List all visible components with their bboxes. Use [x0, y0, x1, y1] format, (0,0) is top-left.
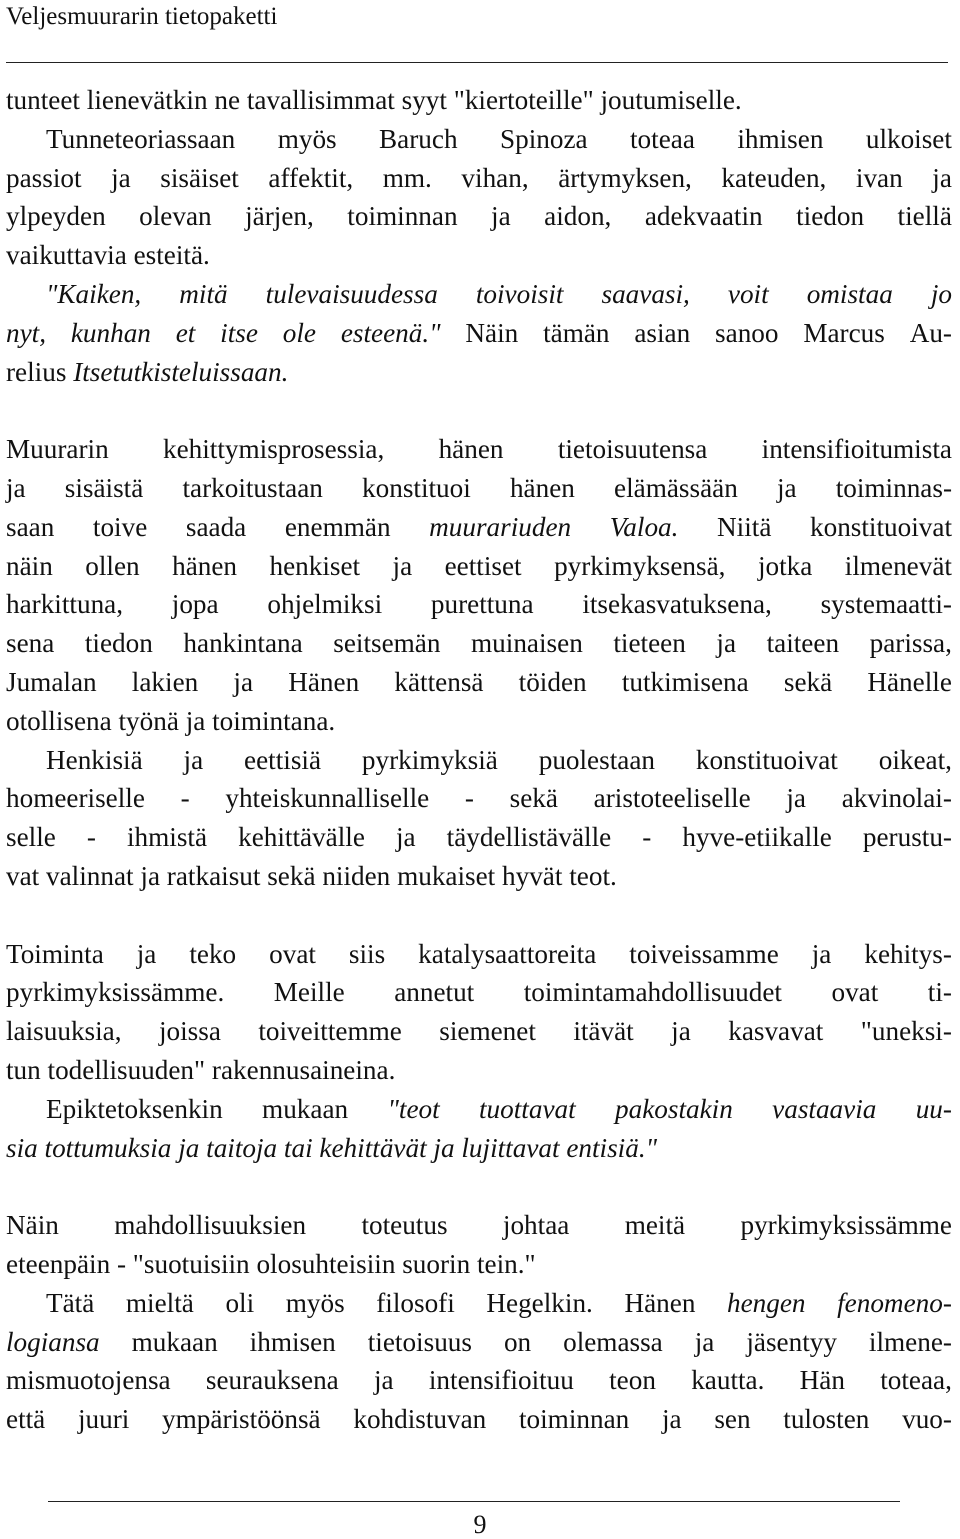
text-word: toiveittemme	[258, 1016, 402, 1047]
text-word: täydellistävälle	[446, 822, 612, 853]
text-word: mieltä	[125, 1287, 194, 1318]
text-word: joissa	[158, 1016, 221, 1047]
text-word: purettuna	[430, 589, 534, 620]
text-line	[6, 1245, 952, 1284]
text-word: jotka	[757, 550, 813, 581]
italic-text: pakostakin	[615, 1093, 733, 1124]
text-word: kehittävälle	[238, 822, 365, 853]
paragraph	[6, 275, 952, 391]
text-word: toteaa,	[880, 1365, 952, 1396]
text-word: mm.	[382, 162, 432, 193]
italic-text: itse	[220, 317, 258, 348]
text-line	[6, 236, 952, 275]
text-word: ylpeyden	[6, 201, 106, 232]
italic-text: muurariuden	[429, 511, 572, 542]
italic-text: et	[175, 317, 196, 348]
text-word: -	[464, 783, 474, 814]
text-line	[6, 663, 952, 702]
text-word: aidon,	[544, 201, 612, 232]
paragraph	[6, 741, 952, 896]
text-word: relius	[6, 356, 67, 387]
text-word: sekä	[509, 783, 558, 814]
text-word: Toiminta	[6, 938, 104, 969]
text-word: selle	[6, 822, 56, 853]
page-number: 9	[473, 1510, 487, 1539]
text-word: ihmisen	[249, 1326, 336, 1357]
text-word: vaikuttavia esteitä.	[6, 240, 210, 271]
text-word: systemaatti-	[820, 589, 952, 620]
paragraph	[6, 935, 952, 1090]
text-word: Spinoza	[499, 123, 588, 154]
text-word: puolestaan	[538, 744, 655, 775]
text-word: vihan,	[461, 162, 529, 193]
text-word: ja	[183, 744, 204, 775]
text-word: kautta.	[691, 1365, 765, 1396]
text-word: toteaa	[630, 123, 695, 154]
text-word: seurauksena	[205, 1365, 339, 1396]
text-line	[6, 81, 952, 120]
text-word: lakien	[131, 666, 199, 697]
text-word: Niitä	[717, 511, 772, 542]
text-word: ja	[374, 1365, 394, 1396]
text-word: teon	[609, 1365, 656, 1396]
text-word: ja	[716, 628, 737, 659]
text-word: sisäistä	[64, 472, 144, 503]
text-word: ja	[786, 783, 806, 814]
running-header-title: Veljesmuurarin tietopaketti	[6, 3, 278, 30]
text-word: toiminnas-	[835, 472, 952, 503]
text-word: annetut	[394, 977, 475, 1008]
text-word: parissa,	[869, 628, 952, 659]
italic-text: jo	[930, 279, 952, 309]
text-word: konstituoivat	[695, 744, 838, 775]
text-word: ihmistä	[126, 822, 208, 853]
text-line	[6, 430, 952, 469]
text-word: affektit,	[268, 162, 354, 193]
text-line	[6, 1361, 952, 1400]
text-word: sekä	[783, 666, 833, 697]
text-word: ja	[694, 1326, 715, 1357]
text-word: ti-	[927, 977, 952, 1008]
italic-text: Valoa.	[609, 511, 679, 542]
text-word: -	[642, 822, 652, 853]
text-word: töiden	[518, 666, 587, 697]
text-word: ulkoiset	[865, 123, 952, 154]
italic-text: tulevaisuudessa	[265, 279, 438, 309]
italic-text: mitä	[179, 279, 228, 309]
italic-text: "Kaiken,	[46, 279, 142, 309]
text-word: hankintana	[183, 628, 303, 659]
text-word: kateuden,	[721, 162, 827, 193]
text-word: pyrkimyksissämme	[740, 1210, 952, 1241]
italic-text: saavasi,	[601, 279, 690, 309]
text-line	[6, 624, 952, 663]
italic-text: esteenä."	[340, 317, 441, 348]
text-word: olevan	[139, 201, 212, 232]
text-word: itsekasvatuksena,	[582, 589, 772, 620]
text-word: tarkoitustaan	[182, 472, 323, 503]
text-word: meitä	[624, 1210, 686, 1241]
text-line	[6, 469, 952, 508]
text-word: Muurarin	[6, 434, 109, 465]
text-word: pyrkimyksiä	[361, 744, 498, 775]
text-word: että	[6, 1404, 46, 1435]
text-word: vat valinnat ja ratkaisut sekä niiden mukaiset hyvät teot.	[6, 860, 617, 891]
text-word: ollen	[85, 550, 140, 581]
text-word: sena	[6, 628, 55, 659]
text-word: ivan	[855, 162, 903, 193]
text-word: toimintamahdollisuudet	[523, 977, 782, 1008]
footer-divider	[48, 1501, 900, 1502]
text-word: eteenpäin - "suotuisiin olosuhteisiin suorin tein."	[6, 1248, 536, 1279]
italic-text: vastaavia	[772, 1093, 877, 1124]
text-word: ja	[392, 550, 413, 581]
text-word: tiellä	[897, 201, 952, 232]
text-word: näin	[6, 550, 53, 581]
text-word: juuri	[77, 1404, 130, 1435]
text-word: -	[180, 783, 190, 814]
text-word: ja	[395, 822, 416, 853]
text-word: eettiset	[444, 550, 522, 581]
text-line	[6, 702, 952, 741]
text-word: kohdistuvan	[353, 1404, 487, 1435]
text-word: muinaisen	[471, 628, 583, 659]
text-word: aristoteeliselle	[593, 783, 751, 814]
text-word: mahdollisuuksien	[114, 1210, 307, 1241]
text-line	[6, 120, 952, 159]
text-word: saada	[185, 511, 247, 542]
header-divider	[6, 62, 948, 63]
text-word: filosofi	[376, 1287, 455, 1318]
text-line	[6, 275, 952, 314]
italic-text: nyt,	[6, 317, 47, 348]
text-word: yhteiskunnalliselle	[225, 783, 430, 814]
text-word: otollisena työnä ja toimintana.	[6, 705, 336, 736]
text-word: tiedon	[796, 201, 865, 232]
text-word: akvinolai-	[841, 783, 952, 814]
text-word: katalysaattoreita	[418, 938, 597, 969]
text-word: -	[86, 822, 96, 853]
text-word: Marcus	[803, 317, 885, 348]
text-line	[6, 1129, 952, 1168]
text-word: Henkisiä	[46, 744, 143, 775]
text-word: sen	[714, 1404, 751, 1435]
text-word: laisuuksia,	[6, 1016, 122, 1047]
text-word: itävät	[573, 1016, 634, 1047]
text-line	[6, 935, 952, 974]
text-line	[6, 741, 952, 780]
text-line	[6, 1206, 952, 1245]
text-word: enemmän	[284, 511, 391, 542]
text-word: Tunneteoriassaan	[46, 123, 236, 154]
text-word: Hän	[799, 1365, 845, 1396]
text-word: ja	[233, 666, 254, 697]
text-word: ja	[932, 162, 952, 193]
text-word: olemassa	[563, 1326, 663, 1357]
text-word: adekvaatin	[644, 201, 763, 232]
paragraph	[6, 430, 952, 740]
text-word: tulosten	[783, 1404, 870, 1435]
text-line	[6, 159, 952, 198]
paragraph	[6, 1090, 952, 1168]
text-line	[6, 585, 952, 624]
text-word: ympäristöönsä	[162, 1404, 321, 1435]
text-word: ilmenevät	[844, 550, 952, 581]
italic-text: tuottavat	[479, 1093, 576, 1124]
text-word: johtaa	[502, 1210, 570, 1241]
text-word: tieteen	[613, 628, 686, 659]
text-word: ja	[111, 162, 131, 193]
text-word: asian	[634, 317, 691, 348]
italic-text: omistaa	[806, 279, 893, 309]
text-word: sisäiset	[160, 162, 239, 193]
text-word: ja	[136, 938, 157, 969]
text-line	[6, 1051, 952, 1090]
text-word: vuo-	[902, 1404, 952, 1435]
paragraph	[6, 120, 952, 275]
text-word: perustu-	[862, 822, 952, 853]
text-word: sanoo	[715, 317, 779, 348]
text-word: kasvavat	[728, 1016, 824, 1047]
italic-text: fenomeno-	[837, 1287, 952, 1318]
text-word: ihmisen	[737, 123, 824, 154]
text-word: jäsentyy	[746, 1326, 837, 1357]
text-word: mismuotojensa	[6, 1365, 171, 1396]
text-word: konstituoi	[362, 472, 471, 503]
text-word: mukaan	[131, 1326, 218, 1357]
text-line	[6, 1400, 952, 1439]
text-word: tietoisuus	[367, 1326, 472, 1357]
text-word: Tätä	[46, 1287, 95, 1318]
text-word: hyve-etiikalle	[682, 822, 832, 853]
text-word: intensifioituu	[428, 1365, 574, 1396]
text-word: Näin	[465, 317, 519, 348]
text-line	[6, 857, 952, 896]
text-line	[6, 1323, 952, 1362]
text-word: tutkimisena	[621, 666, 749, 697]
italic-text: ole	[282, 317, 316, 348]
text-word: kehittymisprosessia,	[163, 434, 385, 465]
text-word: Epiktetoksenkin	[46, 1093, 223, 1124]
text-word: Hänen	[288, 666, 360, 697]
text-word: homeeriselle	[6, 783, 145, 814]
text-word: kättensä	[394, 666, 484, 697]
italic-text: hengen	[727, 1287, 806, 1318]
text-word: konstituoivat	[810, 511, 952, 542]
text-word: toiminnan	[347, 201, 458, 232]
text-word: taiteen	[766, 628, 840, 659]
text-word: Baruch	[379, 123, 458, 154]
text-word: mukaan	[262, 1093, 349, 1124]
italic-text: logiansa	[6, 1326, 100, 1357]
text-word: toteutus	[361, 1210, 448, 1241]
text-line	[6, 1090, 952, 1129]
italic-text: kunhan	[70, 317, 151, 348]
text-word: ärtymyksen,	[558, 162, 692, 193]
text-word: Hänen	[624, 1287, 696, 1318]
text-word: intensifioitumista	[761, 434, 952, 465]
text-word: tietoisuutensa	[557, 434, 708, 465]
text-line	[6, 1012, 952, 1051]
text-word: myös	[277, 123, 337, 154]
text-word: tiedon	[84, 628, 153, 659]
text-word: ohjelmiksi	[267, 589, 383, 620]
text-word: saan	[6, 511, 55, 542]
text-word: tämän	[543, 317, 610, 348]
paragraph	[6, 1206, 952, 1284]
paragraph	[6, 1284, 952, 1439]
italic-text: uu-	[915, 1093, 952, 1124]
text-word: ja	[671, 1016, 691, 1047]
text-line	[6, 973, 952, 1012]
text-word: ovat	[831, 977, 879, 1008]
text-word: eettisiä	[244, 744, 322, 775]
text-line	[6, 818, 952, 857]
text-word: siis	[348, 938, 386, 969]
text-line	[6, 197, 952, 236]
text-line	[6, 547, 952, 586]
text-line	[6, 314, 952, 353]
text-word: pyrkimyksensä,	[554, 550, 726, 581]
text-word: "uneksi-	[860, 1016, 952, 1047]
text-word: harkittuna,	[6, 589, 124, 620]
paragraph	[6, 81, 952, 120]
text-line	[6, 353, 952, 392]
text-word: toive	[92, 511, 148, 542]
text-line	[6, 508, 952, 547]
text-word: teko	[189, 938, 237, 969]
text-line	[6, 779, 952, 818]
italic-text: sia tottumuksia ja taitoja tai kehittävät ja lujittavat entisiä."	[6, 1132, 658, 1163]
italic-text: voit	[727, 279, 769, 309]
text-word: siemenet	[439, 1016, 536, 1047]
text-word: ja	[811, 938, 832, 969]
text-word: toiminnan	[518, 1404, 630, 1435]
text-word: pyrkimyksissämme.	[6, 977, 225, 1008]
text-word: hänen	[509, 472, 575, 503]
text-word: Hänelle	[867, 666, 952, 697]
text-word: järjen,	[245, 201, 314, 232]
text-word: tunteet lienevätkin ne tavallisimmat syyt "kiertoteille" joutumiselle.	[6, 85, 742, 115]
italic-text: toivoisit	[475, 279, 564, 309]
text-word: ja	[776, 472, 797, 503]
text-word: hänen	[438, 434, 504, 465]
text-word: Au-	[909, 317, 952, 348]
text-word: elämässään	[614, 472, 738, 503]
text-word: tun todellisuuden" rakennusaineina.	[6, 1054, 396, 1085]
text-word: myös	[285, 1287, 345, 1318]
text-word: on	[503, 1326, 532, 1357]
text-word: Näin	[6, 1210, 59, 1241]
text-word: ovat	[269, 938, 316, 969]
text-word: passiot	[6, 162, 82, 193]
text-word: kehitys-	[864, 938, 952, 969]
text-word: ilmene-	[868, 1326, 952, 1357]
text-word: seitsemän	[333, 628, 441, 659]
text-word: ja	[491, 201, 511, 232]
italic-text: "teot	[387, 1093, 440, 1124]
text-word: ja	[661, 1404, 682, 1435]
text-word: toiveissamme	[629, 938, 779, 969]
text-word: jopa	[171, 589, 219, 620]
text-line	[6, 1284, 952, 1323]
text-word: Hegelkin.	[486, 1287, 593, 1318]
text-word: hänen	[172, 550, 238, 581]
text-word: ja	[6, 472, 26, 503]
italic-text: Itsetutkisteluissaan.	[73, 356, 289, 387]
text-word: Meille	[273, 977, 345, 1008]
text-word: Jumalan	[6, 666, 97, 697]
text-word: oli	[225, 1287, 255, 1318]
text-word: oikeat,	[878, 744, 952, 775]
text-word: henkiset	[269, 550, 361, 581]
